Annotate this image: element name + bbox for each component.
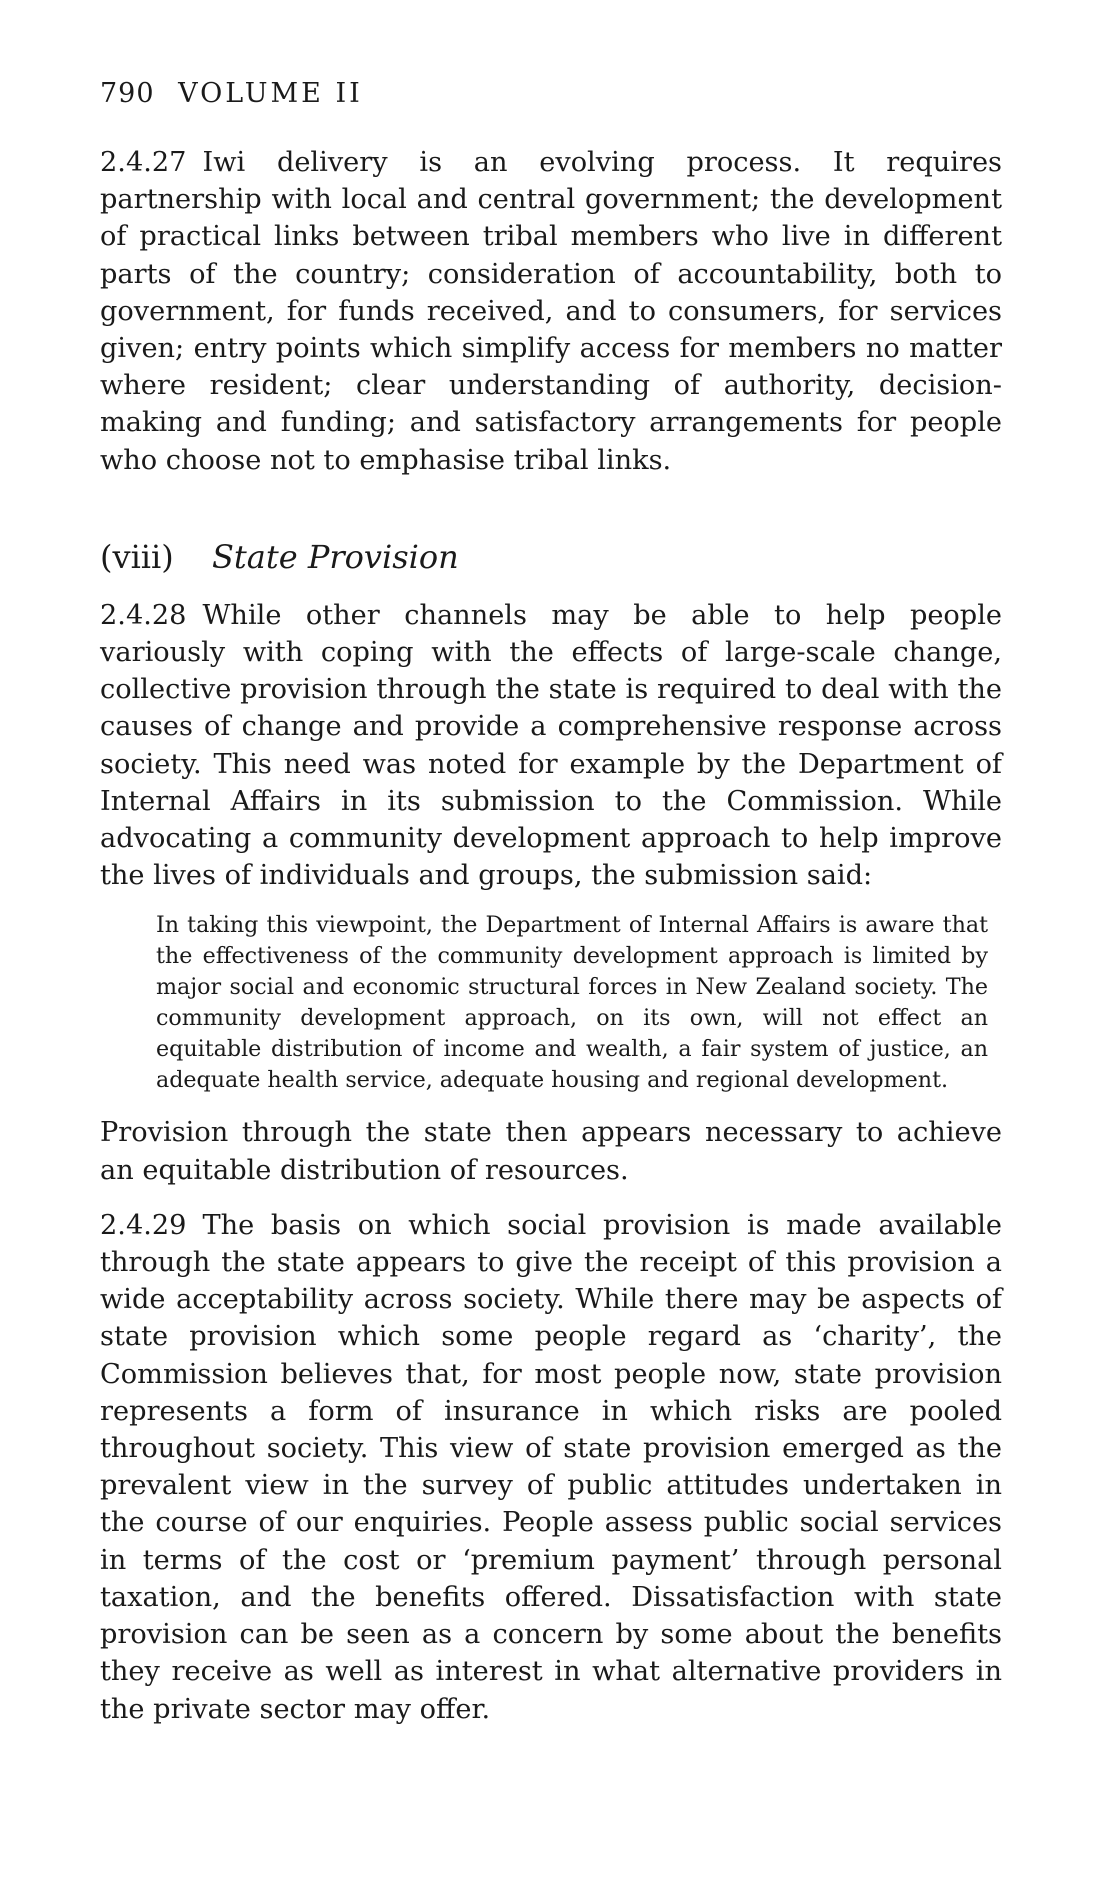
paragraph-text: Iwi delivery is an evolving process. It requires partnership with local and central government; the development of practical links between tribal members who live in different parts of the country; consideration of accountability, both to government, for funds received, and to consumers, for services given; entry points which simplify access for members no matter where resident; clear understanding of authority, decision-making and funding; and satisfactory arrangements for people who choose not to emphasise tribal links.: [100, 147, 1002, 476]
volume-label: VOLUME II: [178, 78, 363, 109]
paragraph-number: 2.4.29: [100, 1209, 187, 1241]
page-number: 790: [100, 78, 155, 109]
paragraph-2-4-29: [100, 1207, 1002, 1728]
paragraph-2-4-27: [100, 144, 1002, 479]
paragraph-continuation: Provision through the state then appears necessary to achieve an equitable distribution of resources.: [100, 1117, 1002, 1186]
paragraph-gap: [100, 1189, 1002, 1207]
section-numeral: (viii): [100, 537, 174, 576]
section-title: State Provision: [212, 537, 459, 576]
block-quote: In taking this viewpoint, the Department of Internal Affairs is aware that the effectiveness of the community development approach is limited by major social and economic structural forces in New Zealand society. The community development approach, on its own, will not effect an equitable distribution of income and wealth, a fair system of justice, an adequate health service, adequate housing and regional development.: [156, 912, 988, 1094]
paragraph-number: 2.4.27: [100, 147, 187, 178]
paragraph-number: 2.4.28: [100, 599, 187, 631]
document-page: [100, 78, 1002, 1728]
paragraph-text: The basis on which social provision is made available through the state appears to give the receipt of this provision a wide acceptability across society. While there may be aspects of state provision which some people regard as ‘charity’, the Commission believes that, for most people now, state provision represents a form of insurance in which risks are pooled throughout society. This view of state provision emerged as the prevalent view in the survey of public attitudes undertaken in the course of our enquiries. People assess public social services in terms of the cost or ‘premium payment’ through personal taxation, and the benefits offered. Dissatisfaction with state provision can be seen as a concern by some about the benefits they receive as well as interest in what alternative providers in the private sector may offer.: [100, 1209, 1002, 1725]
running-head: [100, 78, 1002, 110]
paragraph-text: While other channels may be able to help people variously with coping with the effects of large-scale change, collective provision through the state is required to deal with the causes of change and provide a comprehensive response across society. This need was noted for example by the Department of Internal Affairs in its submission to the Commission. While advocating a community development approach to help improve the lives of individuals and groups, the submission said:: [100, 599, 1002, 892]
paragraph-2-4-28: [100, 597, 1002, 895]
section-heading: [100, 537, 1002, 577]
